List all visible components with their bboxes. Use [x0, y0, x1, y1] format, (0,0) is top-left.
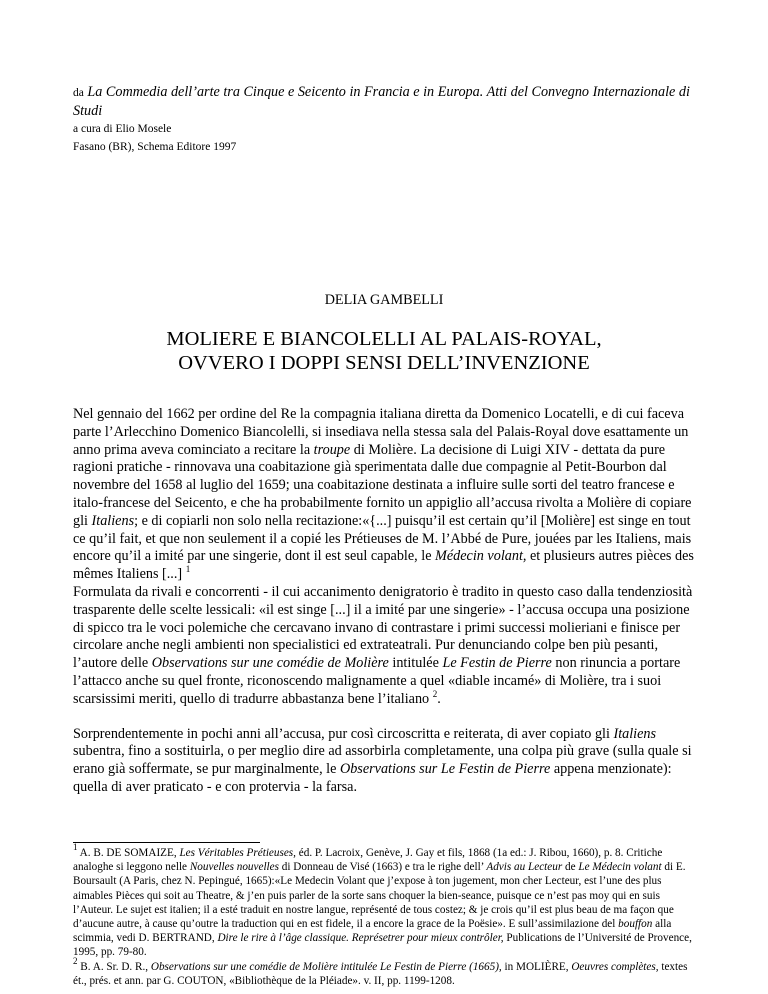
- footnote-1: [73, 842, 701, 960]
- italic-run: Observations sur une comédie de Molière intitulée Le Festin de Pierre (1665),: [150, 960, 502, 973]
- text-run: Formulata da rivali e concorrenti - il cui accanimento denigratorio è tradito in questo caso dalla tendenziosità trasparente delle scelte lessicali: «il est singe [...] il a imité par une singerie» - l’accusa occupa una posizione di spicco tra le voci polemiche che cercavano invano di contrastare i primi successi molieriani e finisce per circolare anche negli ambienti non specialistici ed extrateatrali. Pur denunciando colpe ben più pesanti, l’autore delle: [73, 583, 693, 672]
- text-run: de: [562, 861, 579, 874]
- source-publisher: Fasano (BR), Schema Editore 1997: [73, 140, 237, 153]
- author-name: DELIA GAMBELLI: [324, 292, 444, 308]
- text-run: subentra, fino a sostituirla, o per meglio dire ad assorbirla completamente, una colpa più grave (sulla quale si erano già soffermate, se pur marginalmente, le: [73, 743, 692, 778]
- italic-run: bouffon: [618, 918, 653, 931]
- paragraph-1: [73, 406, 698, 584]
- italic-run: troupe: [313, 441, 351, 458]
- text-run: ; e di copiarli non solo nella recitazione:«{...] puisqu’il est certain qu’il [Molière] est singe en tout ce qu’il fait, et que non seulement il a copié les Prétieuses de M. l’Abbé de Pure, jouées par les Italiens, mais encore qu’il a imité par une singerie, dont il est seul capable, le: [73, 512, 692, 565]
- footnote-number: 1: [73, 842, 78, 852]
- footnote-ref-2: 2: [432, 688, 438, 699]
- italic-run: Dire le rire à l’âge classique. Représetrer pour mieux contrôler,: [217, 932, 504, 945]
- italic-run: Les Véritables Prétieuses,: [179, 847, 296, 859]
- text-run: di Donneau de Visé (1663) e tra le righe dell’: [279, 861, 487, 874]
- text-run: et plusieurs autres pièces des mêmes Italiens [...]: [73, 548, 694, 583]
- italic-run: Le Médecin volant: [578, 861, 662, 874]
- text-run: éd. P. Lacroix, Genève, J. Gay et fils, 1868 (1a ed.: J. Ribou, 1660), p. 8. Critiche analoghe si leggono nelle: [73, 847, 663, 874]
- footnotes: [73, 842, 701, 988]
- footnote-number: 2: [73, 955, 78, 966]
- source-prefix: da: [73, 87, 84, 99]
- text-run: in MOLIÈRE,: [501, 960, 572, 973]
- text-run: non rinuncia a portare l’attacco anche su quel fronte, riconoscendo malignamente a quel «diable incamé» di Molière, tra i suoi scarsissimi meriti, quello di tradurre abbastanza bene l’italiano: [73, 655, 681, 707]
- italic-run: Nouvelles nouvelles: [189, 861, 279, 874]
- italic-run: Oeuvres complètes,: [571, 960, 659, 973]
- italic-run: Le Festin de Pierre: [442, 655, 552, 672]
- article-title: [0, 328, 768, 375]
- italic-run: Advis au Lecteur: [486, 861, 563, 874]
- text-run: di Molière. La decisione di Luigi XIV - dettata da pure ragioni pratiche - rinnovava una coabitazione già sperimentata dalle due compagnie al Petit-Bourbon dal novembre del 1658 al luglio del 1659; una coabitazione destinata a influire sulle sorti del teatro francese e italo-francese del Seicento, e che ha probabilmente fornito un appiglio all’accusa rivolta a Molière di copiare gli: [73, 441, 692, 529]
- source-citation: [73, 84, 713, 155]
- italic-run: Observations sur une comédie de Molière: [151, 655, 389, 672]
- footnote-2: [73, 955, 701, 988]
- title-line-1: MOLIERE E BIANCOLELLI AL PALAIS-ROYAL,: [166, 328, 602, 350]
- article-body: [73, 406, 698, 797]
- text-run: intitulée: [388, 655, 443, 672]
- source-editor: a cura di Elio Mosele: [73, 123, 172, 135]
- text-run: B. A. Sr. D. R.,: [77, 960, 151, 973]
- text-run: textes ét., prés. et ann. par G. COUTON, «Bibliothèque de la Pléiade». v. II, pp. 1199-1208.: [73, 960, 688, 987]
- text-run: Sorprendentemente in pochi anni all’accusa, pur così circoscritta e reiterata, di aver copiato gli: [73, 725, 614, 742]
- italic-run: Italiens: [613, 725, 657, 742]
- text-run: di E. Boursault (A Paris, chez N. Pepingué, 1665):«Le Medecin Volant que j’expose à ton jugement, mon cher Lecteur, est l’une des plus aimables Pièces qui soit au Theatre, & j’en puis parler de la sorte sans choquer la bien-seance, puisque ce n’est pas moy qui en suis l’Auteur. Le sujet est italien; il a esté traduit en nostre langue, représenté de tous costez; & je crois qu’il est plus beau de ma façon que d’aucune autre, à cause qu’outre la traduction qui en est fidele, il a encore la grace de la Poësie». E sull’assimilazione del: [73, 861, 686, 931]
- text-run: appena menzionate): quella di aver praticato - e con protervia - la farsa.: [73, 761, 672, 795]
- italic-run: Observations sur Le Festin de Pierre: [339, 761, 551, 778]
- text-run: alla scimmia, vedi D. BERTRAND,: [73, 918, 672, 945]
- italic-run: Italiens: [91, 512, 135, 529]
- paragraph-2: [73, 584, 698, 709]
- text-run: .: [437, 690, 441, 707]
- footnote-ref-1: 1: [185, 564, 191, 575]
- footnote-divider: [73, 842, 260, 843]
- text-run: Publications de l’Université de Provence, 1995, pp. 79-80.: [73, 932, 692, 959]
- italic-run: Médecin volant,: [435, 548, 527, 565]
- paragraph-3: [73, 726, 698, 797]
- text-run: A. B. DE SOMAIZE,: [77, 847, 180, 859]
- title-line-2: OVVERO I DOPPI SENSI DELL’INVENZIONE: [178, 351, 590, 374]
- source-title: La Commedia dell’arte tra Cinque e Seicento in Francia e in Europa. Atti del Convegno Internazionale di Studi: [73, 84, 690, 119]
- text-run: Nel gennaio del 1662 per ordine del Re la compagnia italiana diretta da Domenico Locatelli, e di cui faceva parte l’Arlecchino Domenico Biancolelli, si insediava nella stessa sala del Palais-Royal dove esattamente un anno prima aveva cominciato a recitare la: [73, 406, 689, 458]
